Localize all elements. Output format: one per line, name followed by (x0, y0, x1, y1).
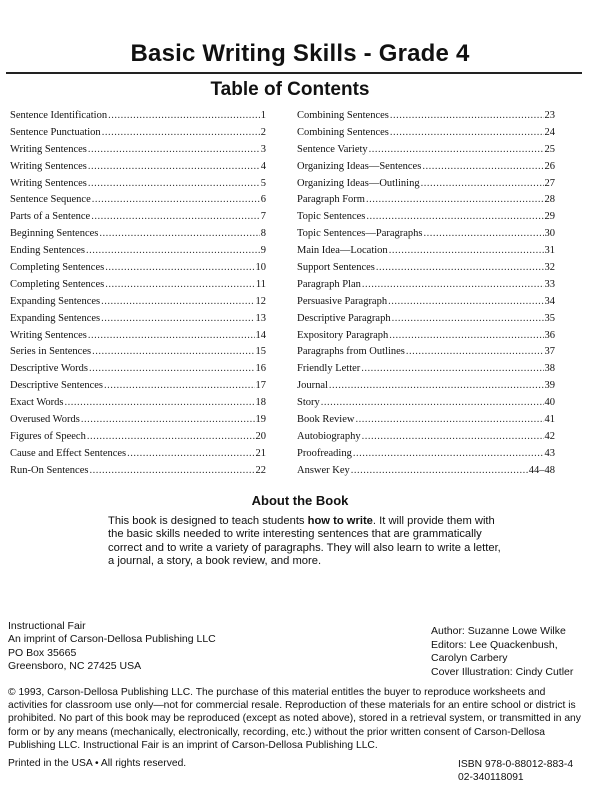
toc-entry-title: Expanding Sentences (10, 295, 101, 307)
toc-entry (297, 110, 555, 127)
toc-leader-dots (88, 178, 260, 189)
toc-entry-page: 36 (544, 329, 555, 341)
toc-leader-dots (366, 211, 543, 222)
toc-entry-page: 7 (260, 211, 266, 223)
toc-leader-dots (92, 346, 254, 357)
toc-leader-dots (424, 228, 544, 239)
toc-entry-title: Book Review (297, 414, 355, 426)
toc-entry-title: Completing Sentences (10, 278, 105, 290)
toc-entry-title: Paragraph Form (297, 194, 365, 206)
toc-entry-title: Answer Key (297, 464, 350, 476)
toc-entry-title: Sentence Punctuation (10, 126, 101, 138)
toc-entry (10, 110, 266, 127)
toc-leader-dots (87, 431, 255, 442)
toc-entry-page: 35 (544, 312, 555, 324)
toc-entry (10, 245, 266, 262)
toc-leader-dots (362, 431, 544, 442)
toc-entry (10, 346, 266, 363)
toc-entry-title: Completing Sentences (10, 262, 105, 274)
toc-entry-title: Journal (297, 380, 328, 392)
toc-leader-dots (351, 465, 528, 476)
toc-entry (10, 414, 266, 431)
toc-entry-title: Combining Sentences (297, 110, 389, 121)
toc-entry-title: Combining Sentences (297, 126, 389, 138)
printed-notice: Printed in the USA • All rights reserved. (8, 758, 187, 769)
toc-leader-dots (88, 161, 260, 172)
toc-entry-page: 26 (544, 160, 555, 172)
toc-left-column (10, 110, 266, 482)
toc-leader-dots (86, 245, 260, 256)
toc-entry (10, 194, 266, 211)
toc-leader-dots (390, 110, 544, 121)
toc-entry-page: 3 (260, 143, 266, 155)
toc-leader-dots (102, 127, 260, 138)
publisher-line: Greensboro, NC 27425 USA (8, 660, 142, 673)
toc-entry-title: Writing Sentences (10, 160, 87, 172)
toc-entry-title: Writing Sentences (10, 143, 87, 155)
toc-entry-title: Writing Sentences (10, 329, 87, 341)
toc-entry-page: 37 (544, 346, 555, 358)
toc-entry-page: 32 (544, 262, 555, 274)
toc-entry (297, 346, 555, 363)
toc-leader-dots (91, 211, 260, 222)
publisher-line: An imprint of Carson-Dellosa Publishing LLC (8, 633, 216, 646)
toc-entry-page: 18 (255, 397, 266, 409)
toc-entry (297, 228, 555, 245)
toc-leader-dots (88, 144, 260, 155)
toc-entry (10, 296, 266, 313)
toc-entry-title: Autobiography (297, 430, 361, 442)
toc-entry-page: 34 (544, 295, 555, 307)
toc-entry (10, 448, 266, 465)
toc-entry-title: Descriptive Paragraph (297, 312, 391, 324)
toc-entry (10, 465, 266, 482)
toc-entry-page: 24 (544, 126, 555, 138)
toc-leader-dots (89, 465, 254, 476)
toc-entry-title: Paragraph Plan (297, 278, 361, 290)
toc-entry-page: 25 (544, 143, 555, 155)
toc-entry-page: 22 (255, 464, 266, 476)
toc-entry-page: 29 (544, 211, 555, 223)
toc-entry-page: 27 (544, 177, 555, 189)
toc-entry-title: Figures of Speech (10, 430, 86, 442)
toc-entry-page: 38 (544, 363, 555, 375)
toc-entry (10, 380, 266, 397)
toc-entry (10, 431, 266, 448)
toc-entry-title: Sentence Variety (297, 143, 368, 155)
toc-leader-dots (104, 380, 254, 391)
toc-entry (297, 178, 555, 195)
toc-entry-title: Parts of a Sentence (10, 211, 91, 223)
toc-right-column (297, 110, 555, 482)
toc-entry-page: 14 (255, 329, 266, 341)
toc-entry-page: 42 (544, 430, 555, 442)
toc-entry (297, 211, 555, 228)
toc-entry-page: 31 (544, 245, 555, 257)
toc-leader-dots (88, 330, 255, 341)
publisher-address (8, 620, 216, 674)
toc-entry (10, 178, 266, 195)
toc-entry-title: Writing Sentences (10, 177, 87, 189)
toc-entry-title: Descriptive Words (10, 363, 88, 375)
toc-entry (297, 127, 555, 144)
credit-line: Editors: Lee Quackenbush, (431, 638, 558, 651)
toc-entry-page: 17 (255, 380, 266, 392)
toc-leader-dots (321, 397, 544, 408)
toc-entry (10, 262, 266, 279)
toc-entry-page: 13 (255, 312, 266, 324)
toc-entry (297, 431, 555, 448)
toc-entry (297, 144, 555, 161)
toc-leader-dots (389, 245, 544, 256)
toc-leader-dots (376, 262, 544, 273)
publisher-line: PO Box 35665 (8, 646, 77, 659)
toc-entry-title: Expanding Sentences (10, 312, 101, 324)
toc-entry-title: Persuasive Paragraph (297, 295, 388, 307)
toc-entry (297, 262, 555, 279)
toc-entry (10, 330, 266, 347)
toc-entry-page: 21 (255, 447, 266, 459)
toc-leader-dots (389, 330, 543, 341)
toc-entry (10, 228, 266, 245)
toc-entry (297, 296, 555, 313)
publisher-line: Instructional Fair (8, 620, 86, 632)
toc-entry-title: Paragraphs from Outlines (297, 346, 405, 358)
toc-entry (297, 313, 555, 330)
toc-leader-dots (99, 228, 259, 239)
toc-entry-page: 41 (544, 414, 555, 426)
toc-entry-page: 28 (544, 194, 555, 206)
toc-entry-title: Main Idea—Location (297, 245, 388, 257)
toc-entry-page: 6 (260, 194, 266, 206)
toc-entry (10, 363, 266, 380)
toc-entry-page: 43 (544, 447, 555, 459)
toc-entry-page: 20 (255, 430, 266, 442)
toc-leader-dots (353, 448, 544, 459)
toc-entry-page: 8 (260, 228, 266, 240)
toc-leader-dots (101, 296, 254, 307)
copyright-notice: © 1993, Carson-Dellosa Publishing LLC. The purchase of this material entitles the buyer to reproduce worksheets and activities for classroom use only—not for commercial resale. Reproduction of these materials for an entire school or district is prohibited. No part of this book may be reproduced (except as noted above), stored in a retrieval system, or transmitted in any form or by any means (mechanically, electronically, recording, etc.) without the prior written consent of Carson-Dellosa Publishing LLC. Instructional Fair is an imprint of Carson-Dellosa Publishing LLC. (8, 687, 581, 751)
isbn-number: ISBN 978-0-88012-883-4 (458, 759, 574, 770)
toc-leader-dots (390, 127, 544, 138)
toc-leader-dots (422, 161, 543, 172)
toc-entry-title: Friendly Letter (297, 363, 361, 375)
catalog-code: 02-340118091 (458, 772, 524, 784)
toc-entry-title: Exact Words (10, 397, 64, 409)
toc-entry (297, 380, 555, 397)
toc-leader-dots (421, 178, 544, 189)
toc-leader-dots (127, 448, 254, 459)
toc-entry-title: Sentence Identification (10, 110, 108, 121)
toc-entry (297, 279, 555, 296)
title-divider (6, 72, 582, 74)
toc-leader-dots (388, 296, 543, 307)
toc-entry-page: 1 (260, 110, 266, 121)
toc-entry (297, 414, 555, 431)
toc-entry-page: 10 (255, 262, 266, 274)
toc-leader-dots (92, 194, 260, 205)
toc-entry-title: Ending Sentences (10, 245, 85, 257)
toc-leader-dots (362, 279, 544, 290)
toc-entry-page: 4 (260, 160, 266, 172)
toc-entry-title: Cause and Effect Sentences (10, 447, 127, 459)
toc-leader-dots (81, 414, 255, 425)
toc-entry-page: 9 (260, 245, 266, 257)
toc-entry (10, 127, 266, 144)
credit-line: Cover Illustration: Cindy Cutler (431, 665, 574, 678)
toc-leader-dots (101, 313, 254, 324)
toc-entry-title: Topic Sentences—Paragraphs (297, 228, 423, 240)
toc-heading: Table of Contents (210, 79, 370, 100)
toc-entry-page: 19 (255, 414, 266, 426)
toc-leader-dots (406, 346, 544, 357)
credit-line: Carolyn Carbery (431, 652, 508, 665)
toc-entry-page: 33 (544, 278, 555, 290)
toc-entry-page: 39 (544, 380, 555, 392)
toc-entry-page: 2 (260, 126, 266, 138)
toc-entry-title: Topic Sentences (297, 211, 366, 223)
toc-leader-dots (392, 313, 544, 324)
toc-leader-dots (355, 414, 543, 425)
toc-entry (297, 465, 555, 482)
toc-entry-page: 30 (544, 228, 555, 240)
toc-entry-page: 40 (544, 397, 555, 409)
toc-entry (297, 448, 555, 465)
toc-entry-title: Run-On Sentences (10, 464, 89, 476)
about-text-emphasis: how to write (307, 515, 373, 527)
about-text-end: . It will provide them with the basic skills needed to write interesting sentences that are grammatically correct and to write a variety of paragraphs. They will also learn to write a letter, a journal, a story, a book review, and more. (108, 515, 501, 568)
toc-entry-page: 15 (255, 346, 266, 358)
toc-entry-title: Expository Paragraph (297, 329, 389, 341)
toc-entry-title: Support Sentences (297, 262, 375, 274)
toc-entry-title: Overused Words (10, 414, 80, 426)
toc-leader-dots (369, 144, 544, 155)
about-heading: About the Book (251, 493, 349, 508)
toc-entry-title: Series in Sentences (10, 346, 92, 358)
toc-entry (10, 144, 266, 161)
toc-entry (10, 313, 266, 330)
toc-entry-page: 16 (255, 363, 266, 375)
toc-entry-title: Beginning Sentences (10, 228, 99, 240)
toc-leader-dots (105, 279, 255, 290)
toc-entry (10, 161, 266, 178)
toc-entry-page: 23 (544, 110, 555, 121)
isbn-block (458, 758, 573, 785)
toc-entry-page: 11 (255, 278, 266, 290)
credits (431, 625, 573, 679)
page-title: Basic Writing Skills - Grade 4 (130, 40, 470, 67)
toc-entry-title: Story (297, 397, 320, 409)
toc-leader-dots (329, 380, 544, 391)
toc-entry-title: Descriptive Sentences (10, 380, 104, 392)
toc-entry-page: 44–48 (528, 464, 555, 476)
toc-entry (10, 211, 266, 228)
toc-entry-title: Sentence Sequence (10, 194, 91, 206)
toc-entry (297, 161, 555, 178)
toc-entry (297, 245, 555, 262)
toc-leader-dots (89, 363, 255, 374)
toc-entry (297, 194, 555, 211)
credit-line: Author: Suzanne Lowe Wilke (431, 625, 566, 637)
toc-entry-page: 5 (260, 177, 266, 189)
toc-entry-page: 12 (255, 295, 266, 307)
about-text-start: This book is designed to teach students (108, 515, 308, 527)
toc-entry (297, 330, 555, 347)
toc-leader-dots (366, 194, 544, 205)
toc-entry (297, 397, 555, 414)
toc-entry-title: Organizing Ideas—Sentences (297, 160, 422, 172)
about-paragraph (108, 515, 508, 569)
toc-entry (10, 397, 266, 414)
toc-leader-dots (361, 363, 543, 374)
toc-entry-title: Organizing Ideas—Outlining (297, 177, 420, 189)
toc-leader-dots (108, 110, 260, 121)
toc-entry-title: Proofreading (297, 447, 352, 459)
toc-entry (10, 279, 266, 296)
toc-leader-dots (65, 397, 255, 408)
toc-leader-dots (105, 262, 254, 273)
toc-entry (297, 363, 555, 380)
